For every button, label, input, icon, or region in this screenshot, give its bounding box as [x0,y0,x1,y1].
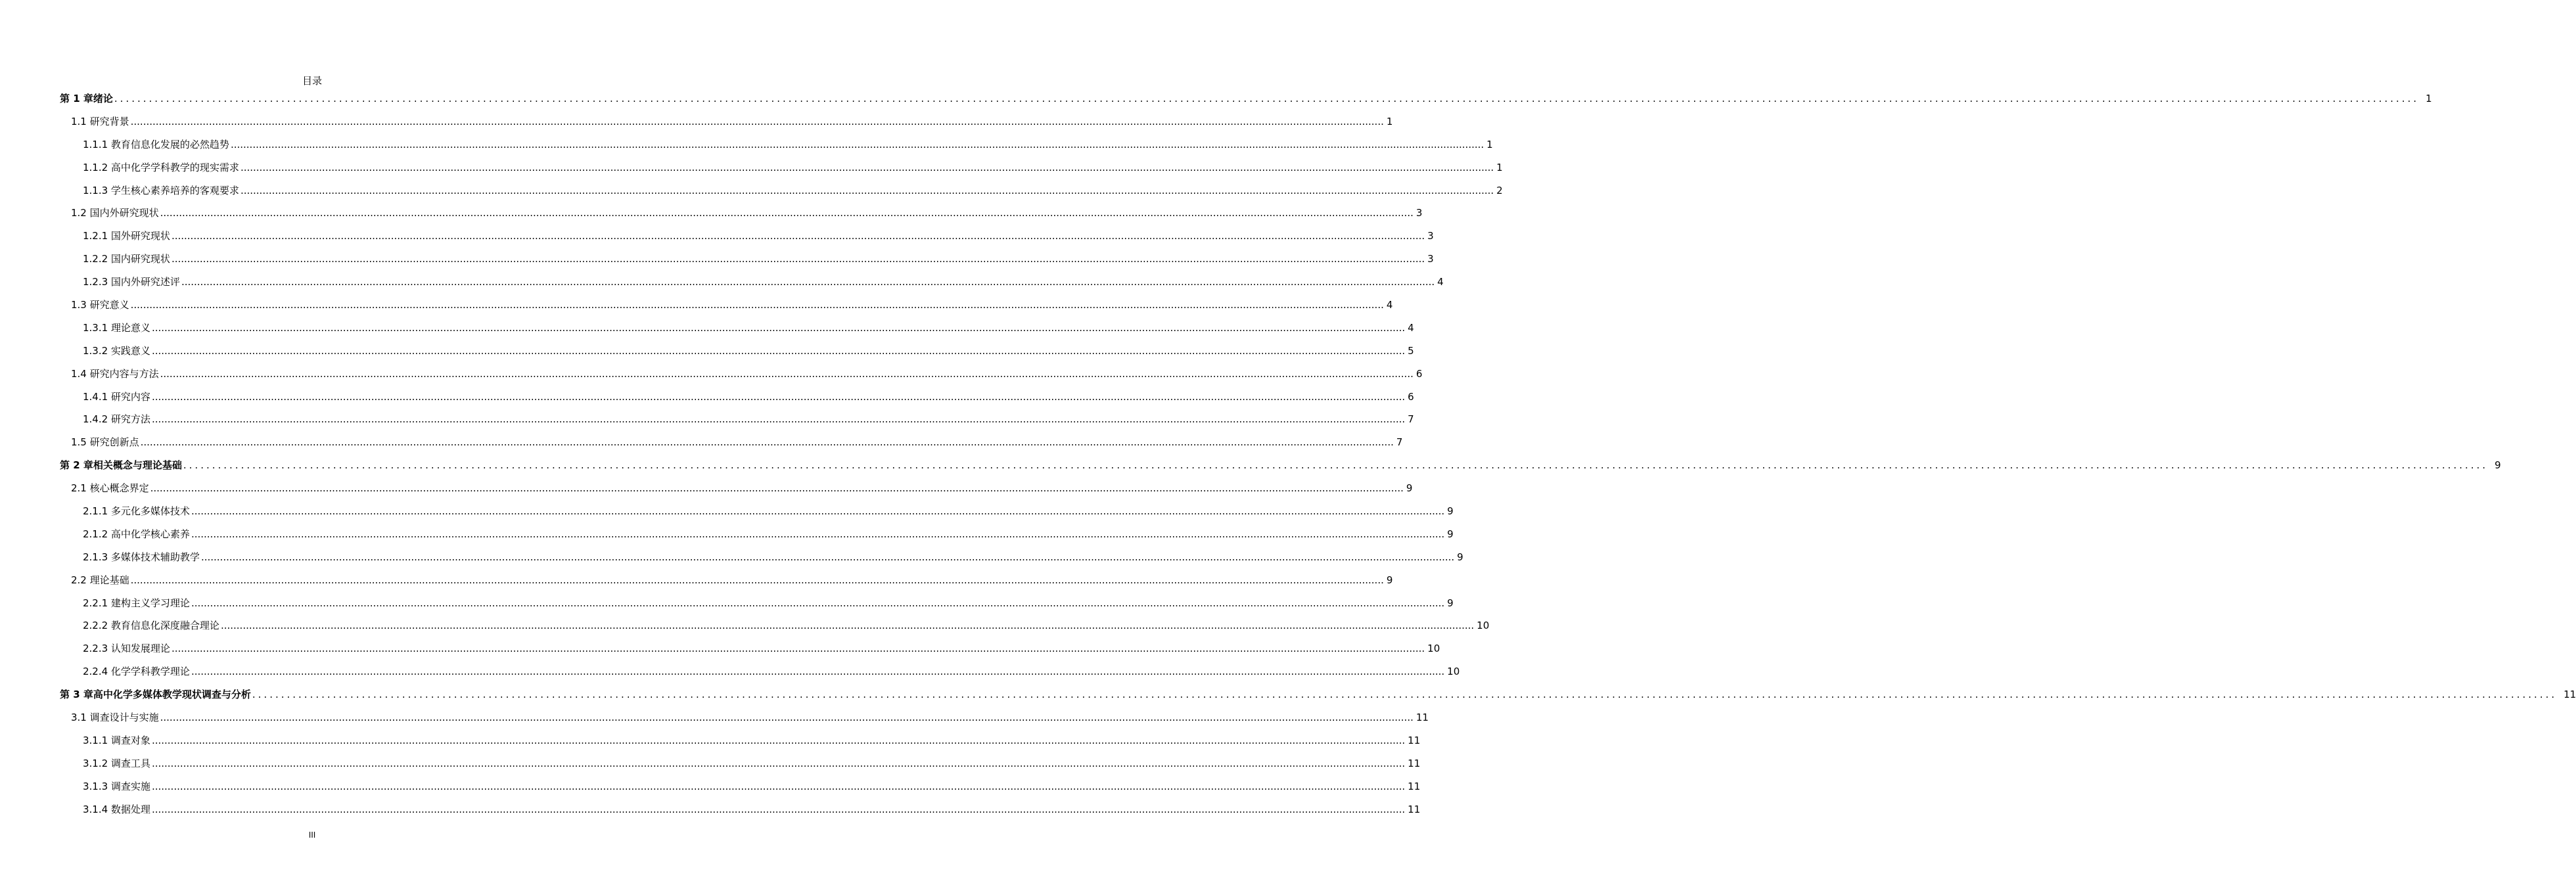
toc-entry-label: 1.3 研究意义 [71,299,129,311]
toc-entry[interactable] [60,367,1423,390]
toc-entry-page-number: 1 [1386,115,1393,127]
toc-dot-leader: ................................................................................................................................................................................................................................................................................................................................................................................................................ [151,413,1406,426]
toc-entry-page-number: 5 [1408,344,1414,357]
toc-entry[interactable] [60,137,1493,160]
toc-entry[interactable] [60,687,2576,710]
toc-entry[interactable] [60,504,1454,527]
toc-dot-leader: ................................................................................................................................................................................................................................................................................................................................................................................................................ [151,780,1406,792]
toc-entry-label: 1.4.2 研究方法 [83,413,150,426]
toc-entry-label: 1.4 研究内容与方法 [71,367,159,380]
toc-entry[interactable] [60,252,1434,275]
toc-entry-page-number: 7 [1396,436,1403,449]
toc-dot-leader: ................................................................................................................................................................................................................................................................................................................................................................................................................ [151,344,1406,357]
toc-dot-leader: ................................................................................................................................................................................................................................................................................................................................................................................................................ [114,93,2420,104]
toc-entry[interactable] [60,641,1440,664]
toc-entry-page-number: 4 [1408,321,1414,334]
toc-entry-page-number: 6 [1408,390,1414,403]
toc-entry[interactable] [60,779,1421,802]
toc-entry-page-number: 11 [1408,734,1421,746]
toc-dot-leader: ................................................................................................................................................................................................................................................................................................................................................................................................................ [151,734,1406,746]
toc-entry-label: 2.1.1 多元化多媒体技术 [83,505,190,518]
toc-dot-leader: ................................................................................................................................................................................................................................................................................................................................................................................................................ [191,505,1445,518]
toc-dot-leader: ................................................................................................................................................................................................................................................................................................................................................................................................................ [191,528,1445,540]
toc-entry-label: 3.1 调查设计与实施 [71,712,159,724]
toc-entry-page-number: 11 [1415,712,1429,724]
toc-entry-page-number: 11 [1408,780,1421,792]
toc-entry-label: 2.1 核心概念界定 [71,482,149,495]
toc-entry[interactable] [60,275,1444,298]
page-number-footer: III [308,830,316,840]
toc-entry-label: 2.1.2 高中化学核心素养 [83,528,190,540]
toc-dot-leader: ................................................................................................................................................................................................................................................................................................................................................................................................................ [230,138,1484,150]
toc-entry[interactable] [60,756,1421,779]
toc-entry[interactable] [60,458,2501,481]
toc-entry-label: 2.1.3 多媒体技术辅助教学 [83,551,200,563]
toc-entry-page-number: 11 [1408,803,1421,815]
toc-dot-leader: ................................................................................................................................................................................................................................................................................................................................................................................................................ [151,757,1406,769]
toc-entry[interactable] [60,481,1413,504]
toc-dot-leader: ................................................................................................................................................................................................................................................................................................................................................................................................................ [130,115,1384,127]
toc-dot-leader: ................................................................................................................................................................................................................................................................................................................................................................................................................ [130,574,1384,586]
toc-entry-page-number: 9 [1447,528,1454,540]
toc-entry-page-number: 4 [1437,276,1444,288]
toc-entry-page-number: 1 [1496,161,1503,173]
toc-entry-page-number: 9 [1447,597,1454,609]
toc-entry-label: 1.3.1 理论意义 [83,321,150,334]
toc-entry-page-number: 4 [1386,299,1393,311]
toc-dot-leader: ................................................................................................................................................................................................................................................................................................................................................................................................................ [151,321,1406,334]
toc-dot-leader: ................................................................................................................................................................................................................................................................................................................................................................................................................ [200,551,1455,563]
toc-entry-label: 2.2.4 化学学科教学理论 [83,666,190,678]
toc-entry-page-number: 1 [1486,138,1493,150]
toc-entry[interactable] [60,710,1429,733]
toc-entry[interactable] [60,229,1434,252]
toc-entry-label: 3.1.2 调查工具 [83,757,150,769]
toc-entry-label: 1.1.1 教育信息化发展的必然趋势 [83,138,229,150]
toc-entry[interactable] [60,114,1393,137]
toc-entry-page-number: 3 [1427,253,1434,265]
toc-entry-label: 第 3 章高中化学多媒体教学现状调查与分析 [60,689,251,701]
toc-entry-page-number: 6 [1415,367,1423,380]
toc-entry-label: 2.2.1 建构主义学习理论 [83,597,190,609]
toc-entry-page-number: 9 [1406,482,1413,495]
toc-entry-label: 2.2 理论基础 [71,574,129,586]
toc-entry-label: 1.1.3 学生核心素养培养的客观要求 [83,184,239,196]
toc-entry[interactable] [60,733,1421,756]
toc-entry-label: 3.1.1 调查对象 [83,734,150,746]
toc-entry[interactable] [60,160,1503,183]
toc-entry-page-number: 3 [1427,230,1434,242]
toc-entry-label: 第 2 章相关概念与理论基础 [60,459,182,472]
toc-entry[interactable] [60,390,1414,413]
toc-entry[interactable] [60,183,1503,206]
toc-entry-label: 1.1 研究背景 [71,115,129,127]
toc-dot-leader: ................................................................................................................................................................................................................................................................................................................................................................................................................ [160,712,1414,724]
toc-entry[interactable] [60,527,1454,550]
toc-dot-leader: ................................................................................................................................................................................................................................................................................................................................................................................................................ [191,666,1445,678]
toc-entry-page-number: 9 [1386,574,1393,586]
toc-entry[interactable] [60,91,2432,114]
toc-entry-label: 2.2.2 教育信息化深度融合理论 [83,620,219,632]
toc-entry-label: 3.1.4 数据处理 [83,803,150,815]
toc-entry[interactable] [60,618,1490,641]
toc-dot-leader: ................................................................................................................................................................................................................................................................................................................................................................................................................ [252,689,2558,701]
toc-dot-leader: ................................................................................................................................................................................................................................................................................................................................................................................................................ [151,390,1406,403]
toc-entry-label: 1.2.1 国外研究现状 [83,230,170,242]
toc-entry-label: 1.2.3 国内外研究述评 [83,276,180,288]
toc-entry-page-number: 3 [1415,207,1423,219]
toc-entry[interactable] [60,802,1421,825]
toc-dot-leader: ................................................................................................................................................................................................................................................................................................................................................................................................................ [140,436,1394,449]
toc-entry-label: 1.2.2 国内研究现状 [83,253,170,265]
toc-entry[interactable] [60,573,1393,596]
toc-entry[interactable] [60,344,1414,367]
toc-entry[interactable] [60,412,1414,435]
toc-dot-leader: ................................................................................................................................................................................................................................................................................................................................................................................................................ [160,367,1414,380]
toc-title: 目录 [302,75,322,87]
toc-dot-leader: ................................................................................................................................................................................................................................................................................................................................................................................................................ [183,459,2489,472]
toc-dot-leader: ................................................................................................................................................................................................................................................................................................................................................................................................................ [220,620,1475,632]
toc-entry[interactable] [60,206,1423,229]
toc-dot-leader: ................................................................................................................................................................................................................................................................................................................................................................................................................ [171,230,1425,242]
toc-entry-label: 1.5 研究创新点 [71,436,139,449]
toc-entry-label: 3.1.3 调查实施 [83,780,150,792]
toc-entry-label: 1.2 国内外研究现状 [71,207,159,219]
toc-entry-page-number: 7 [1408,413,1414,426]
toc-entry-page-number: 10 [1447,666,1460,678]
toc-entry-label: 1.4.1 研究内容 [83,390,150,403]
toc-entry-page-number: 9 [2495,459,2501,472]
toc-entry-page-number: 2 [1496,184,1503,196]
toc-entry[interactable] [60,435,1403,458]
toc-entry-page-number: 11 [2564,689,2576,701]
toc-entry-label: 2.2.3 认知发展理论 [83,643,170,655]
table-of-contents [60,91,2576,825]
toc-entry[interactable] [60,298,1393,321]
toc-entry[interactable] [60,550,1463,573]
toc-entry-label: 1.1.2 高中化学学科教学的现实需求 [83,161,239,173]
toc-entry-label: 第 1 章绪论 [60,93,113,104]
toc-dot-leader: ................................................................................................................................................................................................................................................................................................................................................................................................................ [171,643,1425,655]
toc-dot-leader: ................................................................................................................................................................................................................................................................................................................................................................................................................ [191,597,1445,609]
toc-entry-page-number: 9 [1457,551,1463,563]
toc-dot-leader: ................................................................................................................................................................................................................................................................................................................................................................................................................ [150,482,1404,495]
toc-dot-leader: ................................................................................................................................................................................................................................................................................................................................................................................................................ [240,161,1494,173]
toc-dot-leader: ................................................................................................................................................................................................................................................................................................................................................................................................................ [151,803,1406,815]
toc-entry-page-number: 1 [2426,93,2432,104]
toc-dot-leader: ................................................................................................................................................................................................................................................................................................................................................................................................................ [160,207,1414,219]
toc-entry[interactable] [60,321,1414,344]
toc-dot-leader: ................................................................................................................................................................................................................................................................................................................................................................................................................ [240,184,1494,196]
toc-dot-leader: ................................................................................................................................................................................................................................................................................................................................................................................................................ [171,253,1425,265]
toc-entry[interactable] [60,596,1454,619]
toc-entry-label: 1.3.2 实践意义 [83,344,150,357]
toc-entry[interactable] [60,664,1460,687]
toc-entry-page-number: 10 [1427,643,1440,655]
toc-entry-page-number: 11 [1408,757,1421,769]
toc-entry-page-number: 9 [1447,505,1454,518]
toc-dot-leader: ................................................................................................................................................................................................................................................................................................................................................................................................................ [130,299,1384,311]
toc-entry-page-number: 10 [1477,620,1490,632]
toc-dot-leader: ................................................................................................................................................................................................................................................................................................................................................................................................................ [181,276,1435,288]
